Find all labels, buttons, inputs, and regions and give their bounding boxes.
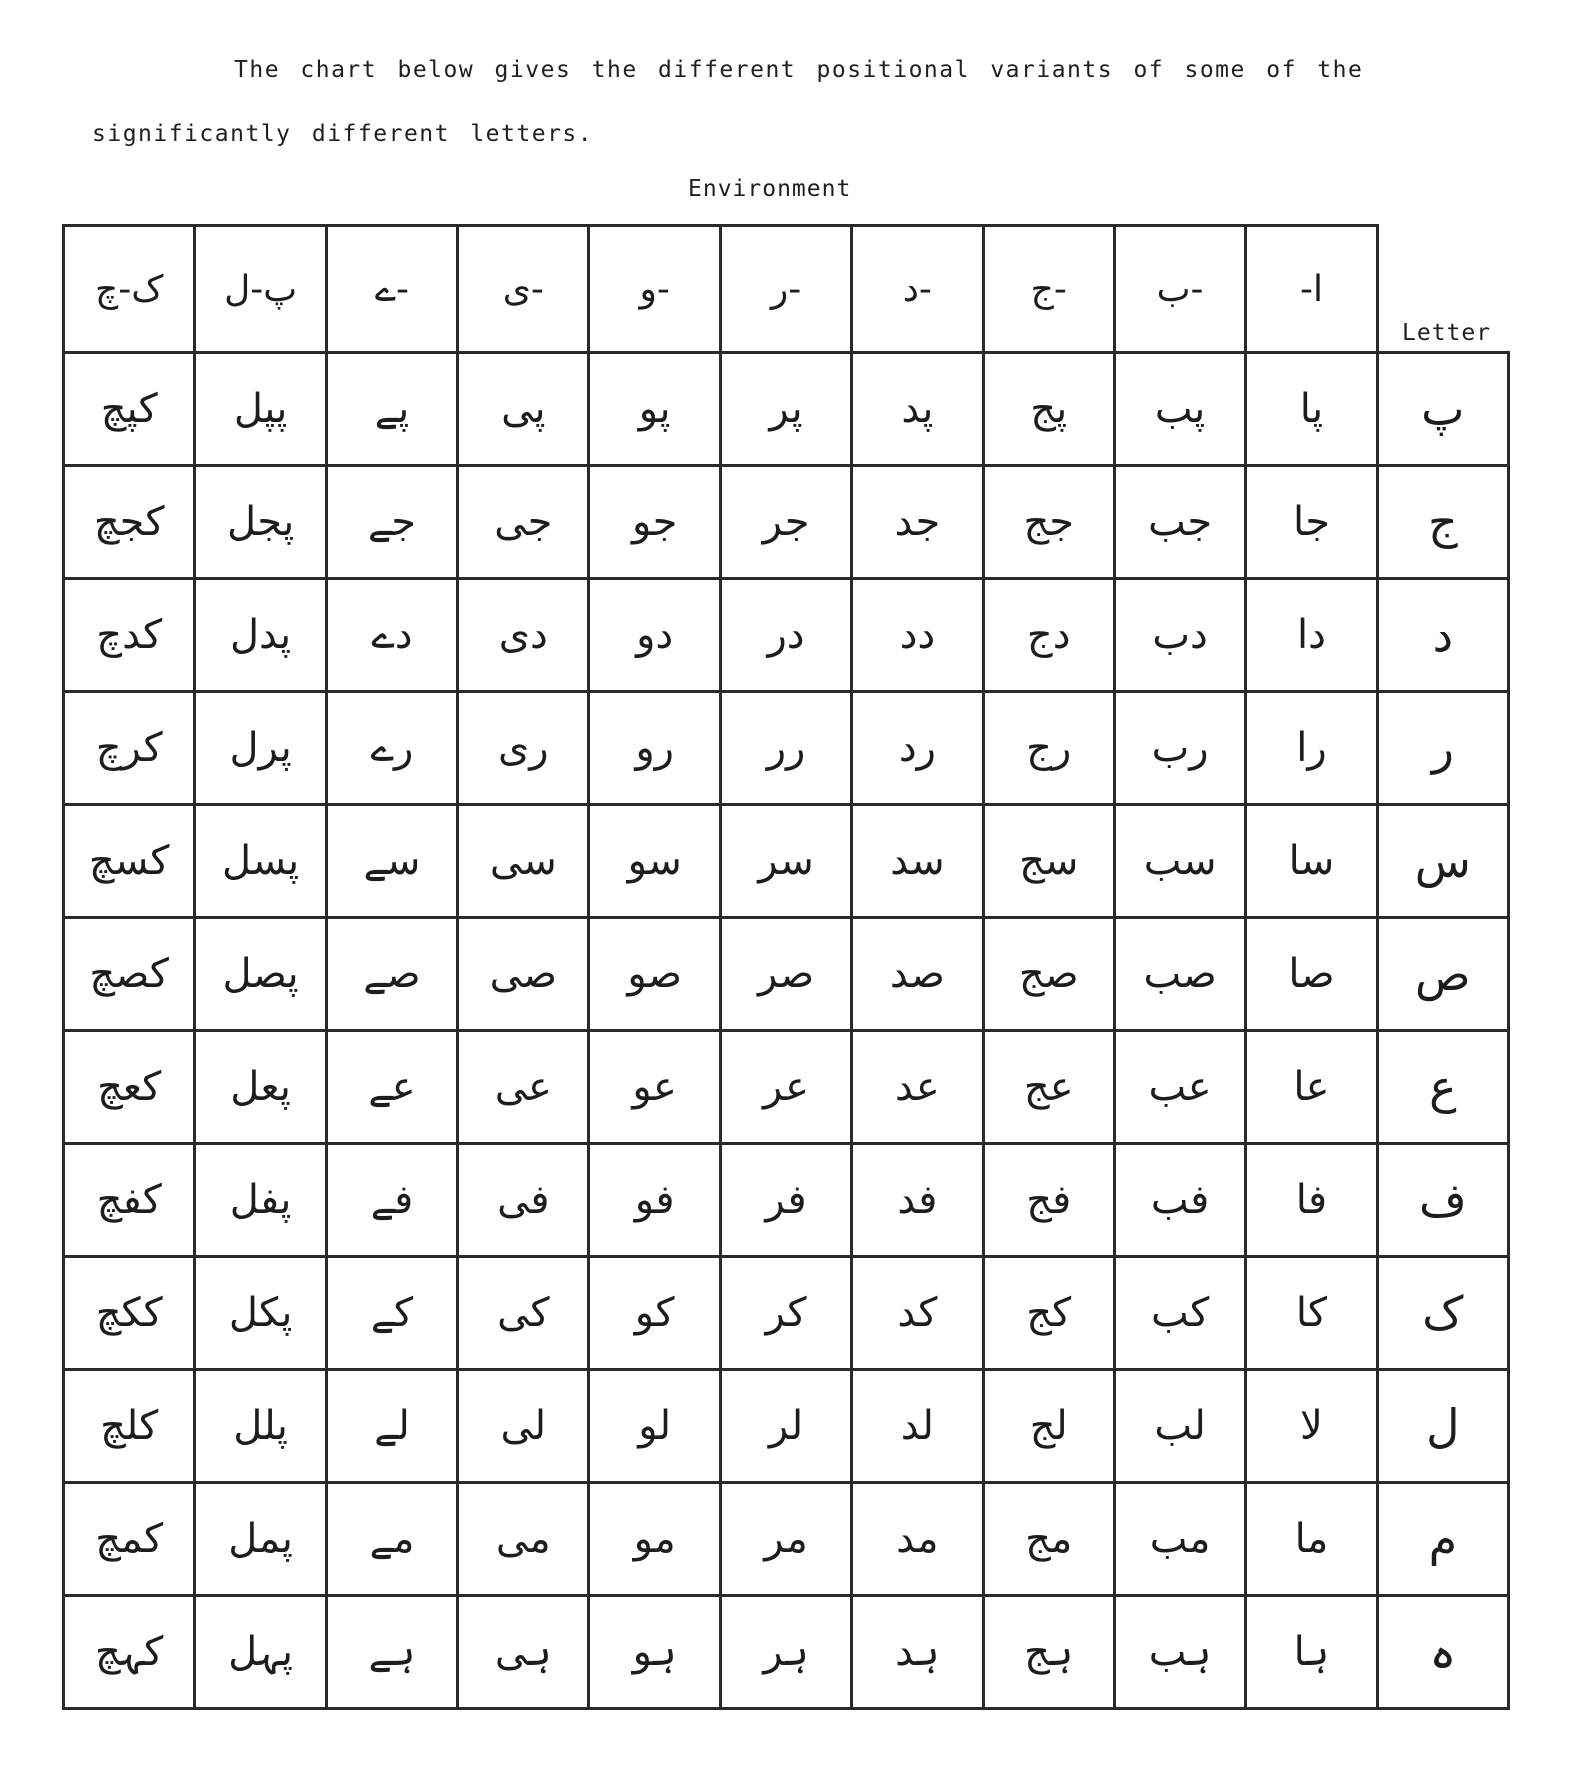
variant-cell: پپل: [195, 353, 326, 466]
table-row: [64, 579, 1509, 692]
variant-cell: رر: [720, 692, 851, 805]
variant-cell: کی: [458, 1257, 589, 1370]
letter-cell: ع: [1377, 1031, 1508, 1144]
variant-cell: فو: [589, 1144, 720, 1257]
variant-cell: عا: [1246, 1031, 1377, 1144]
variant-cell: صب: [1114, 918, 1245, 1031]
letter-cell: پ: [1377, 353, 1508, 466]
variant-cell: در: [720, 579, 851, 692]
variant-cell: فب: [1114, 1144, 1245, 1257]
variant-cell: لو: [589, 1370, 720, 1483]
variant-cell: دا: [1246, 579, 1377, 692]
variant-cell: دی: [458, 579, 589, 692]
variant-cell: کو: [589, 1257, 720, 1370]
variant-cell: دج: [983, 579, 1114, 692]
environment-header-cell: -ر: [720, 226, 851, 353]
variant-cell: جج: [983, 466, 1114, 579]
variant-cell: لب: [1114, 1370, 1245, 1483]
variant-cell: پد: [852, 353, 983, 466]
variant-cell: جر: [720, 466, 851, 579]
letter-cell: ج: [1377, 466, 1508, 579]
variant-cell: سی: [458, 805, 589, 918]
environment-header-cell: -ب: [1114, 226, 1245, 353]
variant-cell: فا: [1246, 1144, 1377, 1257]
table-row: [64, 805, 1509, 918]
variant-cell: کصچ: [64, 918, 195, 1031]
variant-cell: کد: [852, 1257, 983, 1370]
variant-cell: مر: [720, 1483, 851, 1596]
variant-cell: عر: [720, 1031, 851, 1144]
variant-cell: پجل: [195, 466, 326, 579]
variant-cell: رے: [326, 692, 457, 805]
variant-cell: جد: [852, 466, 983, 579]
variant-cell: ہب: [1114, 1596, 1245, 1709]
variant-cell: عد: [852, 1031, 983, 1144]
variant-cell: کلچ: [64, 1370, 195, 1483]
variant-cell: صج: [983, 918, 1114, 1031]
variant-cell: کپچ: [64, 353, 195, 466]
variant-cell: پے: [326, 353, 457, 466]
table-row: [64, 466, 1509, 579]
variant-cell: لج: [983, 1370, 1114, 1483]
letter-cell: ف: [1377, 1144, 1508, 1257]
variant-cell: کجچ: [64, 466, 195, 579]
variant-cell: پلل: [195, 1370, 326, 1483]
environment-header-cell: -د: [852, 226, 983, 353]
variant-cell: سے: [326, 805, 457, 918]
variant-cell: جا: [1246, 466, 1377, 579]
environment-header-cell: -ج: [983, 226, 1114, 353]
variant-cell: کدچ: [64, 579, 195, 692]
variant-cell: صو: [589, 918, 720, 1031]
variant-cell: جی: [458, 466, 589, 579]
environment-header-cell: پ-ل: [195, 226, 326, 353]
variant-cell: مے: [326, 1483, 457, 1596]
variant-cell: کہچ: [64, 1596, 195, 1709]
environment-label: Environment: [688, 176, 852, 202]
environment-header-row: [64, 226, 1509, 353]
variant-cell: پفل: [195, 1144, 326, 1257]
table-row: [64, 1370, 1509, 1483]
variant-cell: ما: [1246, 1483, 1377, 1596]
variant-cell: کر: [720, 1257, 851, 1370]
variant-cell: فد: [852, 1144, 983, 1257]
variant-cell: ہر: [720, 1596, 851, 1709]
environment-header-cell: -ی: [458, 226, 589, 353]
table-row: [64, 918, 1509, 1031]
variant-cell: ککچ: [64, 1257, 195, 1370]
variant-cell: فی: [458, 1144, 589, 1257]
variant-cell: کا: [1246, 1257, 1377, 1370]
variant-cell: لد: [852, 1370, 983, 1483]
variant-cell: پب: [1114, 353, 1245, 466]
letter-cell: س: [1377, 805, 1508, 918]
variant-cell: جب: [1114, 466, 1245, 579]
variant-cell: صے: [326, 918, 457, 1031]
variant-cell: دو: [589, 579, 720, 692]
variant-cell: لر: [720, 1370, 851, 1483]
variant-cell: لا: [1246, 1370, 1377, 1483]
variant-cell: عب: [1114, 1031, 1245, 1144]
letter-cell: د: [1377, 579, 1508, 692]
variant-cell: ہے: [326, 1596, 457, 1709]
table-row: [64, 1596, 1509, 1709]
variant-cell: عج: [983, 1031, 1114, 1144]
variant-cell: کج: [983, 1257, 1114, 1370]
table-row: [64, 1483, 1509, 1596]
variant-cell: کسچ: [64, 805, 195, 918]
variant-cell: عو: [589, 1031, 720, 1144]
environment-header-cell: -و: [589, 226, 720, 353]
table-row: [64, 692, 1509, 805]
environment-header-cell: -ے: [326, 226, 457, 353]
variant-cell: پر: [720, 353, 851, 466]
variant-cell: صی: [458, 918, 589, 1031]
variant-cell: جے: [326, 466, 457, 579]
variant-cell: می: [458, 1483, 589, 1596]
variant-cell: فے: [326, 1144, 457, 1257]
variant-cell: مد: [852, 1483, 983, 1596]
variant-cell: پہل: [195, 1596, 326, 1709]
variant-cell: کب: [1114, 1257, 1245, 1370]
variant-cell: دب: [1114, 579, 1245, 692]
variant-cell: مو: [589, 1483, 720, 1596]
variant-cell: ہی: [458, 1596, 589, 1709]
variant-cell: دد: [852, 579, 983, 692]
variant-cell: جو: [589, 466, 720, 579]
variant-cell: سج: [983, 805, 1114, 918]
table-row: [64, 1031, 1509, 1144]
letter-label: Letter: [1402, 320, 1492, 346]
corner-cell: [1377, 226, 1508, 353]
letter-cell: ہ: [1377, 1596, 1508, 1709]
variant-cell: پصل: [195, 918, 326, 1031]
letter-cell: ل: [1377, 1370, 1508, 1483]
letter-cell: ص: [1377, 918, 1508, 1031]
variant-cell: پسل: [195, 805, 326, 918]
variant-cell: ہا: [1246, 1596, 1377, 1709]
variant-cell: سو: [589, 805, 720, 918]
variant-cell: رج: [983, 692, 1114, 805]
variant-cell: رو: [589, 692, 720, 805]
variant-cell: ری: [458, 692, 589, 805]
variant-cell: کرچ: [64, 692, 195, 805]
letter-cell: ک: [1377, 1257, 1508, 1370]
variant-cell: مج: [983, 1483, 1114, 1596]
variant-cell: کفچ: [64, 1144, 195, 1257]
variant-cell: سد: [852, 805, 983, 918]
variant-cell: پو: [589, 353, 720, 466]
variant-cell: عی: [458, 1031, 589, 1144]
variant-cell: رد: [852, 692, 983, 805]
table-row: [64, 353, 1509, 466]
variant-cell: کعچ: [64, 1031, 195, 1144]
variant-cell: پا: [1246, 353, 1377, 466]
variant-cell: صد: [852, 918, 983, 1031]
chart-body: [64, 226, 1509, 1709]
variant-cell: صا: [1246, 918, 1377, 1031]
variant-cell: کمچ: [64, 1483, 195, 1596]
variant-cell: مب: [1114, 1483, 1245, 1596]
positional-variants-chart: [62, 224, 1510, 1710]
variant-cell: پرل: [195, 692, 326, 805]
table-row: [64, 1257, 1509, 1370]
environment-header-cell: ک-چ: [64, 226, 195, 353]
variant-cell: فج: [983, 1144, 1114, 1257]
intro-paragraph: The chart below gives the different positional variants of some of the significantly different letters.: [92, 57, 1364, 147]
variant-cell: ہد: [852, 1596, 983, 1709]
variant-cell: کے: [326, 1257, 457, 1370]
variant-cell: پکل: [195, 1257, 326, 1370]
variant-cell: سب: [1114, 805, 1245, 918]
variant-cell: رب: [1114, 692, 1245, 805]
variant-cell: لی: [458, 1370, 589, 1483]
environment-header-cell: ا-: [1246, 226, 1377, 353]
variant-cell: پج: [983, 353, 1114, 466]
letter-cell: ر: [1377, 692, 1508, 805]
variant-cell: را: [1246, 692, 1377, 805]
table-row: [64, 1144, 1509, 1257]
variant-cell: سر: [720, 805, 851, 918]
variant-cell: دے: [326, 579, 457, 692]
variant-cell: پمل: [195, 1483, 326, 1596]
variant-cell: لے: [326, 1370, 457, 1483]
variant-cell: فر: [720, 1144, 851, 1257]
variant-cell: پعل: [195, 1031, 326, 1144]
variant-cell: پی: [458, 353, 589, 466]
variant-cell: سا: [1246, 805, 1377, 918]
variant-cell: ہو: [589, 1596, 720, 1709]
variant-cell: پدل: [195, 579, 326, 692]
variant-cell: عے: [326, 1031, 457, 1144]
letter-cell: م: [1377, 1483, 1508, 1596]
variant-cell: صر: [720, 918, 851, 1031]
variant-cell: ہج: [983, 1596, 1114, 1709]
